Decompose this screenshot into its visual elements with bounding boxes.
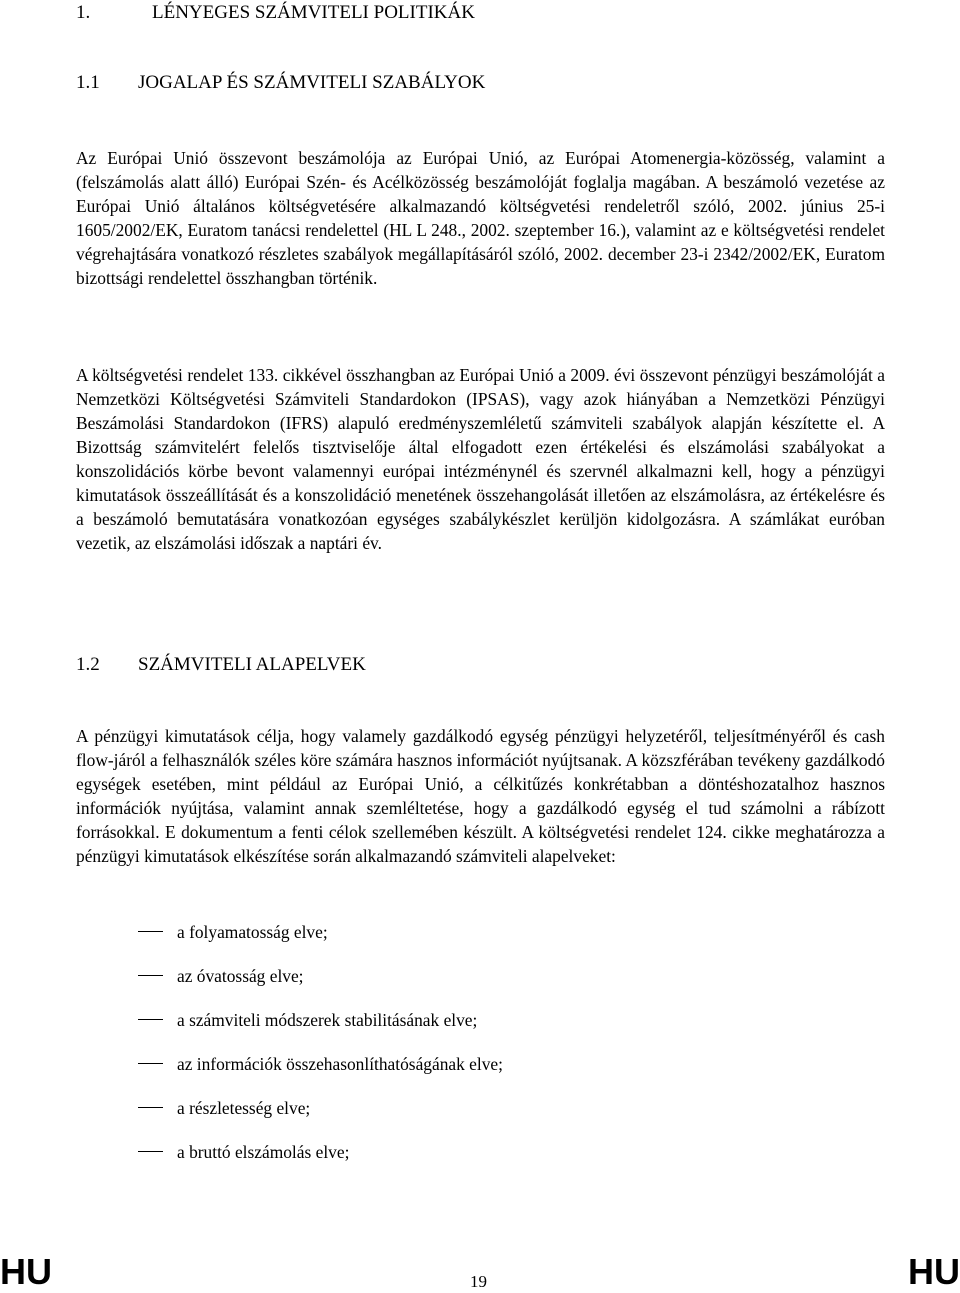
dash-bullet-icon [138,1107,163,1108]
list-item-text: a bruttó elszámolás elve; [177,1142,350,1162]
dash-bullet-icon [138,931,163,932]
section-heading-1 [76,2,475,24]
section-number: 1.2 [76,654,100,675]
dash-bullet-icon [138,1151,163,1152]
list-item [138,910,503,954]
list-item [138,1042,503,1086]
principles-list [138,910,503,1174]
paragraph-accounting-rules: A költségvetési rendelet 133. cikkével összhangban az Európai Unió a 2009. évi összevont pénzügyi beszámolóját a Nemzetközi Költségvetési Számviteli Standardokon (IPSAS), vagy azok hiányában a Nemzetközi Pénzügyi Beszámolási Standardokon (IFRS) alapuló eredményszemléletű számviteli szabályok alapján készítette el. A Bizottság számvitelért felelős tisztviselője által elfogadott ezen értékelési és elszámolási szabályokat a konszolidációs körbe bevont valamennyi európai intézménynél és szervnél alkalmazni kell, hogy a pénzügyi kimutatások összeállítását és a konszolidáció menetének összehangolását illetően az elszámolásra, az értékelésre és a beszámoló bemutatására vonatkozóan egységes szabálykészlet kerüljön kidolgozásra. A számlákat euróban vezetik, az elszámolási időszak a naptári év. [76,365,885,553]
section-title: SZÁMVITELI ALAPELVEK [138,654,366,675]
list-item-text: a számviteli módszerek stabilitásának elve; [177,1010,478,1030]
list-item-text: az információk összehasonlíthatóságának elve; [177,1054,503,1074]
page-number: 19 [470,1272,487,1291]
paragraph-accounting-principles: A pénzügyi kimutatások célja, hogy valamely gazdálkodó egység pénzügyi helyzetéről, teljesítményéről és cash flow-járól a felhasználók széles köre számára hasznos információt nyújtsanak. A közszférában tevékeny gazdálkodó egységek esetében, mint például az Európai Unió, a célkitűzés konkrétabban a döntéshozatalhoz hasznos információk nyújtása, valamint annak szemléltetése, hogy a gazdálkodó egység el tud számolni a rábízott forrásokkal. E dokumentum a fenti célok szellemében készült. A költségvetési rendelet 124. cikke meghatározza a pénzügyi kimutatások elkészítése során alkalmazandó számviteli alapelveket: [76,726,885,866]
footer-language-label-right: HU [908,1251,960,1292]
dash-bullet-icon [138,1019,163,1020]
list-item-text: a folyamatosság elve; [177,922,328,942]
list-item [138,1130,503,1174]
section-title: LÉNYEGES SZÁMVITELI POLITIKÁK [152,2,475,23]
dash-bullet-icon [138,975,163,976]
list-item [138,998,503,1042]
list-item-text: a részletesség elve; [177,1098,311,1118]
list-item [138,1086,503,1130]
section-heading-1-1 [76,72,485,94]
section-title: JOGALAP ÉS SZÁMVITELI SZABÁLYOK [138,72,486,93]
section-heading-1-2 [76,654,366,676]
dash-bullet-icon [138,1063,163,1064]
list-item-text: az óvatosság elve; [177,966,304,986]
paragraph-legal-basis: Az Európai Unió összevont beszámolója az Európai Unió, az Európai Atomenergia-közösség, valamint a (felszámolás alatt álló) Európai Szén- és Acélközösség beszámolóját foglalja magában. A beszámoló vezetése az Európai Unió általános költségvetésére alkalmazandó költségvetési rendeletről szóló, 2002. június 25-i 1605/2002/EK, Euratom tanácsi rendelettel (HL L 248., 2002. szeptember 16.), valamint az e költségvetési rendelet végrehajtására vonatkozó részletes szabályok megállapításáról szóló, 2002. december 23-i 2342/2002/EK, Euratom bizottsági rendelettel összhangban történik. [76,148,885,288]
section-number: 1.1 [76,72,100,93]
section-number: 1. [76,2,91,23]
list-item [138,954,503,998]
footer-language-label-left: HU [0,1251,52,1292]
